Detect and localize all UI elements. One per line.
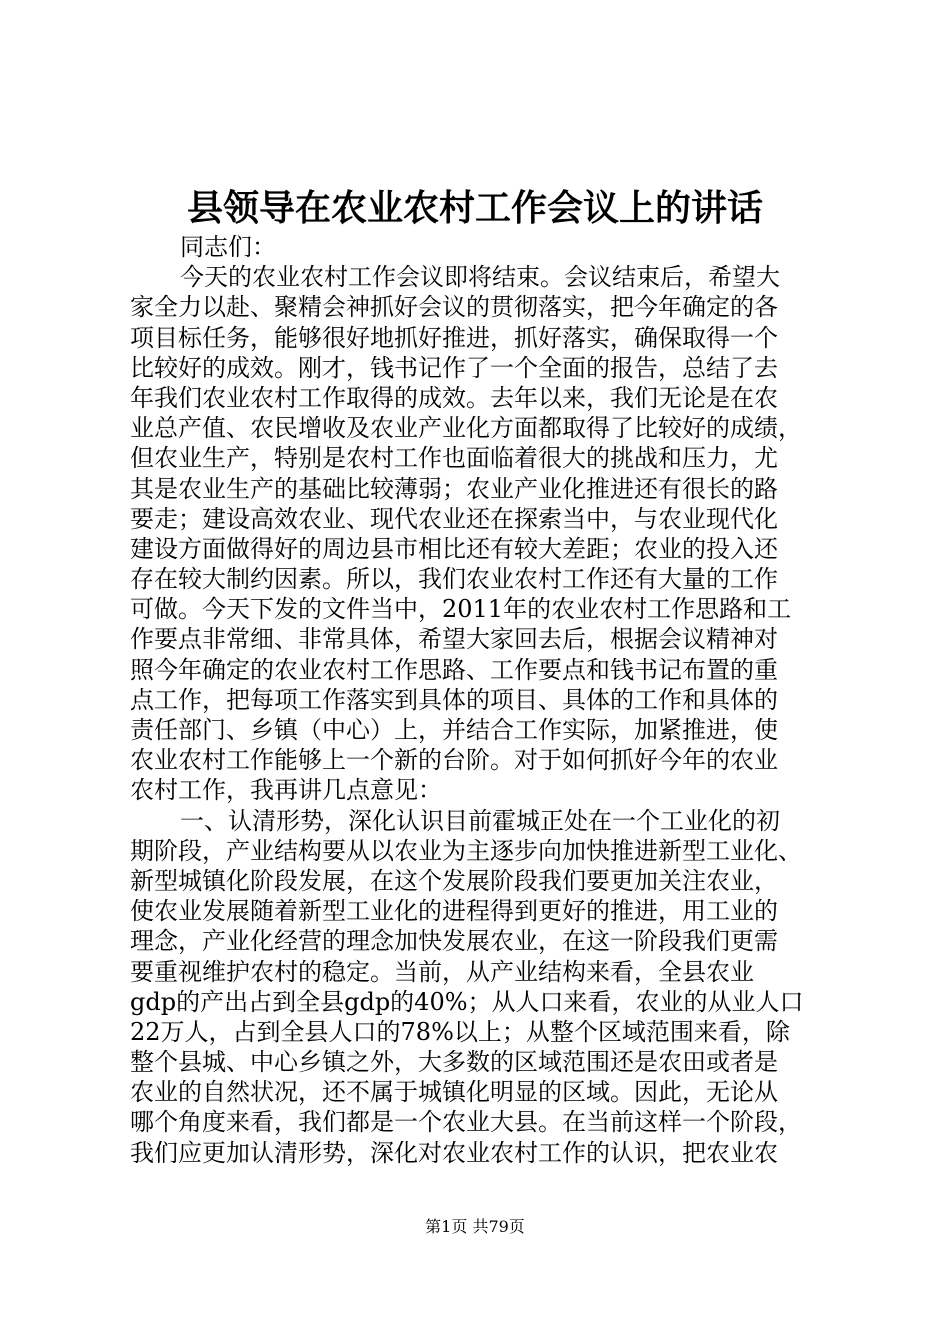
paragraph-line: 使农业发展随着新型工业化的进程得到更好的推进，用工业的: [130, 897, 778, 926]
paragraph-line: 比较好的成效。刚才，钱书记作了一个全面的报告，总结了去: [130, 353, 778, 382]
paragraph-line: 要走；建设高效农业、现代农业还在探索当中，与农业现代化: [130, 504, 778, 533]
paragraph-line: 整个县城、中心乡镇之外，大多数的区域范围还是农田或者是: [130, 1048, 778, 1077]
paragraph-line: 期阶段，产业结构要从以农业为主逐步向加快推进新型工业化、: [130, 836, 802, 865]
document-body: [130, 232, 826, 1168]
paragraph-line: 可做。今天下发的文件当中，2011年的农业农村工作思路和工: [130, 595, 792, 624]
paragraph-line: 照今年确定的农业农村工作思路、工作要点和钱书记布置的重: [130, 655, 778, 684]
paragraph-line: 家全力以赴、聚精会神抓好会议的贯彻落实，把今年确定的各: [130, 293, 778, 322]
paragraph-line: 存在较大制约因素。所以，我们农业农村工作还有大量的工作: [130, 565, 778, 594]
section-heading-line: 一、认清形势，深化认识目前霍城正处在一个工业化的初: [180, 806, 780, 835]
paragraph-line: 但农业生产，特别是农村工作也面临着很大的挑战和压力，尤: [130, 444, 778, 473]
paragraph-line: 要重视维护农村的稳定。当前，从产业结构来看，全县农业: [130, 957, 754, 986]
paragraph-line: gdp的产出占到全县gdp的40%；从人口来看，农业的从业人口: [130, 987, 804, 1016]
paragraph-line: 建设方面做得好的周边县市相比还有较大差距；农业的投入还: [130, 534, 778, 563]
greeting-line: 同志们：: [180, 233, 276, 261]
paragraph-line: 作要点非常细、非常具体，希望大家回去后，根据会议精神对: [130, 625, 778, 654]
paragraph-line: 新型城镇化阶段发展，在这个发展阶段我们要更加关注农业，: [130, 866, 778, 895]
paragraph-line: 年我们农业农村工作取得的成效。去年以来，我们无论是在农: [130, 383, 778, 412]
paragraph-line: 责任部门、乡镇（中心）上，并结合工作实际，加紧推进，使: [130, 716, 778, 744]
page-footer: 第1页 共79页: [425, 1217, 525, 1236]
document-title: 县领导在农业农村工作会议上的讲话: [186, 187, 763, 229]
paragraph-line: 点工作，把每项工作落实到具体的项目、具体的工作和具体的: [130, 685, 778, 714]
paragraph-line: 22万人，占到全县人口的78%以上；从整个区域范围来看，除: [130, 1017, 790, 1046]
paragraph-line: 我们应更加认清形势，深化对农业农村工作的认识，把农业农: [130, 1138, 778, 1167]
paragraph-line: 农村工作，我再讲几点意见：: [130, 776, 442, 805]
paragraph-line: 农业农村工作能够上一个新的台阶。对于如何抓好今年的农业: [130, 746, 778, 775]
paragraph-line: 业总产值、农民增收及农业产业化方面都取得了比较好的成绩，: [130, 414, 802, 443]
paragraph-line: 项目标任务，能够很好地抓好推进，抓好落实，确保取得一个: [130, 323, 778, 352]
paragraph-line: 理念，产业化经营的理念加快发展农业，在这一阶段我们更需: [130, 927, 778, 956]
paragraph-line: 今天的农业农村工作会议即将结束。会议结束后，希望大: [180, 263, 780, 292]
paragraph-line: 其是农业生产的基础比较薄弱；农业产业化推进还有很长的路: [130, 474, 778, 503]
paragraph-line: 哪个角度来看，我们都是一个农业大县。在当前这样一个阶段，: [130, 1108, 802, 1137]
paragraph-line: 农业的自然状况，还不属于城镇化明显的区域。因此，无论从: [130, 1078, 778, 1107]
